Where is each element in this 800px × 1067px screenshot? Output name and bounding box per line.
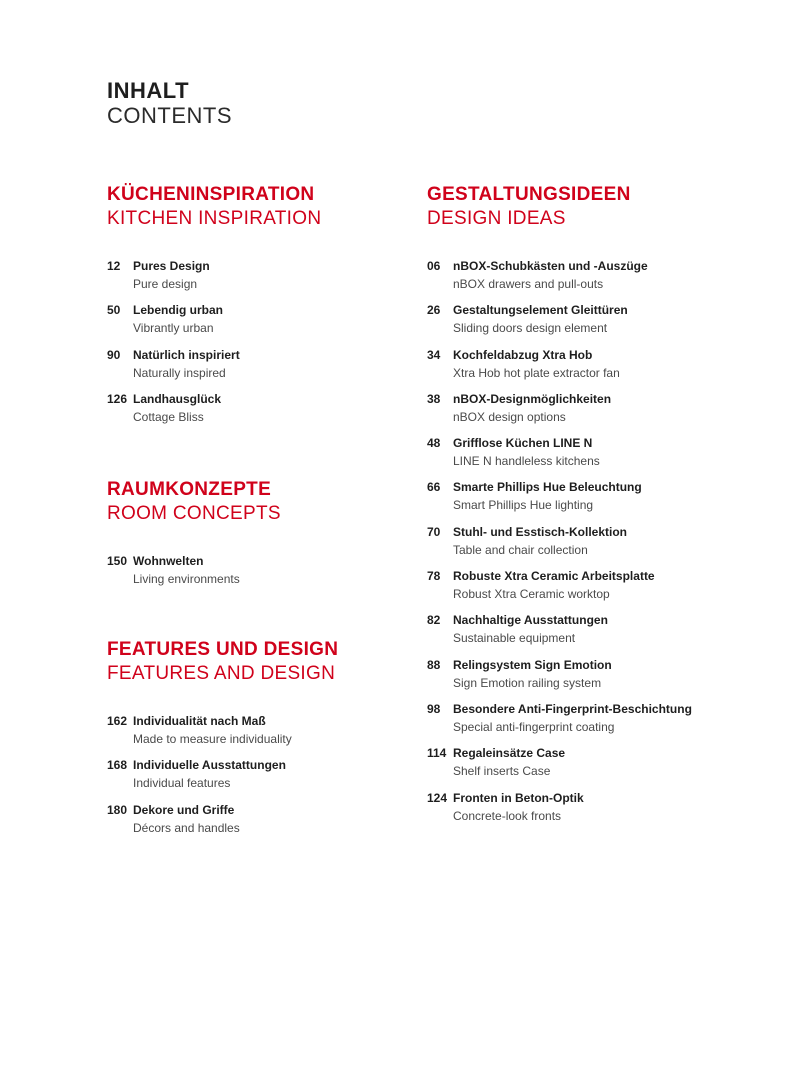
entry-title-de: Pures Design <box>133 259 210 273</box>
page-number: 82 <box>427 613 441 628</box>
toc-entry[interactable] <box>427 301 692 345</box>
entry-title-en: Shelf inserts Case <box>453 764 551 779</box>
entry-title-en: Special anti-fingerprint coating <box>453 719 615 734</box>
section-features-and-design <box>107 638 338 845</box>
page-number: 90 <box>107 347 121 362</box>
page-number: 26 <box>427 303 441 318</box>
entry-title-de: Individualität nach Maß <box>133 714 266 728</box>
toc-entry[interactable] <box>427 656 692 700</box>
entry-title-de: Besondere Anti-Fingerprint-Beschichtung <box>453 701 692 716</box>
section-title-en: FEATURES AND DESIGN <box>107 663 336 684</box>
toc-entry[interactable] <box>107 712 338 756</box>
entry-title-de: nBOX-Schubkästen und -Auszüge <box>453 259 648 273</box>
entry-title-de: Dekore und Griffe <box>133 802 235 817</box>
entry-title-en: Smart Phillips Hue lighting <box>453 498 594 513</box>
page-number: 150 <box>107 554 128 568</box>
entry-title-de: Lebendig urban <box>133 303 223 318</box>
toc-entry[interactable] <box>427 523 692 567</box>
section-design-ideas <box>427 183 692 833</box>
entry-title-en: Décors and handles <box>133 820 240 835</box>
toc-entry[interactable] <box>427 744 692 788</box>
page-number: 114 <box>427 746 447 761</box>
toc-entry[interactable] <box>427 700 692 744</box>
page-subtitle: CONTENTS <box>107 103 232 128</box>
toc-entry[interactable] <box>107 801 338 845</box>
page-number: 124 <box>427 790 448 805</box>
section-title-de: FEATURES UND DESIGN <box>107 639 339 660</box>
entry-title-de: nBOX-Designmöglichkeiten <box>453 391 612 406</box>
entry-title-en: nBOX design options <box>453 409 566 424</box>
entry-title-de: Kochfeldabzug Xtra Hob <box>453 347 593 362</box>
entry-title-en: Xtra Hob hot plate extractor fan <box>453 365 620 380</box>
page-heading <box>107 78 232 128</box>
entry-title-de: Nachhaltige Ausstattungen <box>453 613 608 628</box>
entry-title-en: Vibrantly urban <box>133 321 214 336</box>
page-number: 70 <box>427 524 441 539</box>
page-number: 126 <box>107 391 128 406</box>
toc-entry[interactable] <box>107 552 281 596</box>
entry-title-en: Pure design <box>133 277 198 291</box>
toc-entry[interactable] <box>427 434 692 478</box>
section-title-de: KÜCHENINSPIRATION <box>107 184 315 205</box>
entry-title-en: Living environments <box>133 572 240 586</box>
page-number: 162 <box>107 714 128 728</box>
toc-entry[interactable] <box>427 346 692 390</box>
entry-title-en: Sustainable equipment <box>453 631 576 646</box>
entry-title-de: Individuelle Ausstattungen <box>133 758 286 773</box>
page-number: 38 <box>427 391 441 406</box>
toc-entry[interactable] <box>427 257 692 301</box>
section-kitchen-inspiration <box>107 183 321 434</box>
toc-entry[interactable] <box>427 390 692 434</box>
entry-title-de: Relingsystem Sign Emotion <box>453 657 612 672</box>
entry-title-de: Fronten in Beton-Optik <box>453 790 584 805</box>
entry-title-de: Robuste Xtra Ceramic Arbeitsplatte <box>453 569 655 584</box>
entry-title-en: Table and chair collection <box>453 542 588 557</box>
toc-entry[interactable] <box>427 567 692 611</box>
entry-title-de: Grifflose Küchen LINE N <box>453 436 593 451</box>
entry-title-de: Landhausglück <box>133 391 222 406</box>
toc-entry[interactable] <box>107 346 321 390</box>
page-number: 66 <box>427 480 441 495</box>
page-number: 34 <box>427 347 441 362</box>
entry-title-en: Sliding doors design element <box>453 321 608 336</box>
section-title-de: GESTALTUNGSIDEEN <box>427 184 631 205</box>
toc-entry[interactable] <box>427 478 692 522</box>
toc-entry[interactable] <box>107 756 338 800</box>
section-title-en: DESIGN IDEAS <box>427 208 566 229</box>
page-number: 180 <box>107 802 128 817</box>
entry-title-de: Wohnwelten <box>133 554 204 568</box>
page-number: 48 <box>427 436 441 451</box>
page-number: 50 <box>107 303 121 318</box>
page-number: 12 <box>107 259 121 273</box>
page-number: 06 <box>427 259 441 273</box>
entry-title-en: Cottage Bliss <box>133 409 204 424</box>
entry-title-en: LINE N handleless kitchens <box>453 454 600 469</box>
toc-entry[interactable] <box>107 257 321 301</box>
entry-title-de: Smarte Phillips Hue Beleuchtung <box>453 480 642 495</box>
toc-entry[interactable] <box>427 789 692 833</box>
page-number: 78 <box>427 569 441 584</box>
page-number: 168 <box>107 758 128 773</box>
entry-title-en: Sign Emotion railing system <box>453 675 602 690</box>
page-title: INHALT <box>107 78 190 103</box>
entry-title-de: Gestaltungselement Gleittüren <box>453 303 628 318</box>
entry-title-de: Stuhl- und Esstisch-Kollektion <box>453 524 628 539</box>
page-number: 88 <box>427 657 441 672</box>
entry-title-en: nBOX drawers and pull-outs <box>453 277 604 291</box>
page-number: 98 <box>427 701 441 716</box>
entry-title-en: Concrete-look fronts <box>453 808 562 823</box>
toc-entry[interactable] <box>107 301 321 345</box>
toc-entry[interactable] <box>107 390 321 434</box>
entry-title-en: Made to measure individuality <box>133 732 292 746</box>
entry-title-en: Robust Xtra Ceramic worktop <box>453 587 610 602</box>
section-room-concepts <box>107 478 281 596</box>
entry-title-de: Regaleinsätze Case <box>453 746 566 761</box>
section-title-en: KITCHEN INSPIRATION <box>107 208 322 229</box>
toc-entry[interactable] <box>427 611 692 655</box>
section-title-en: ROOM CONCEPTS <box>107 503 281 524</box>
section-title-de: RAUMKONZEPTE <box>107 479 272 500</box>
entry-title-de: Natürlich inspiriert <box>133 347 240 362</box>
entry-title-en: Naturally inspired <box>133 365 226 380</box>
entry-title-en: Individual features <box>133 776 231 791</box>
